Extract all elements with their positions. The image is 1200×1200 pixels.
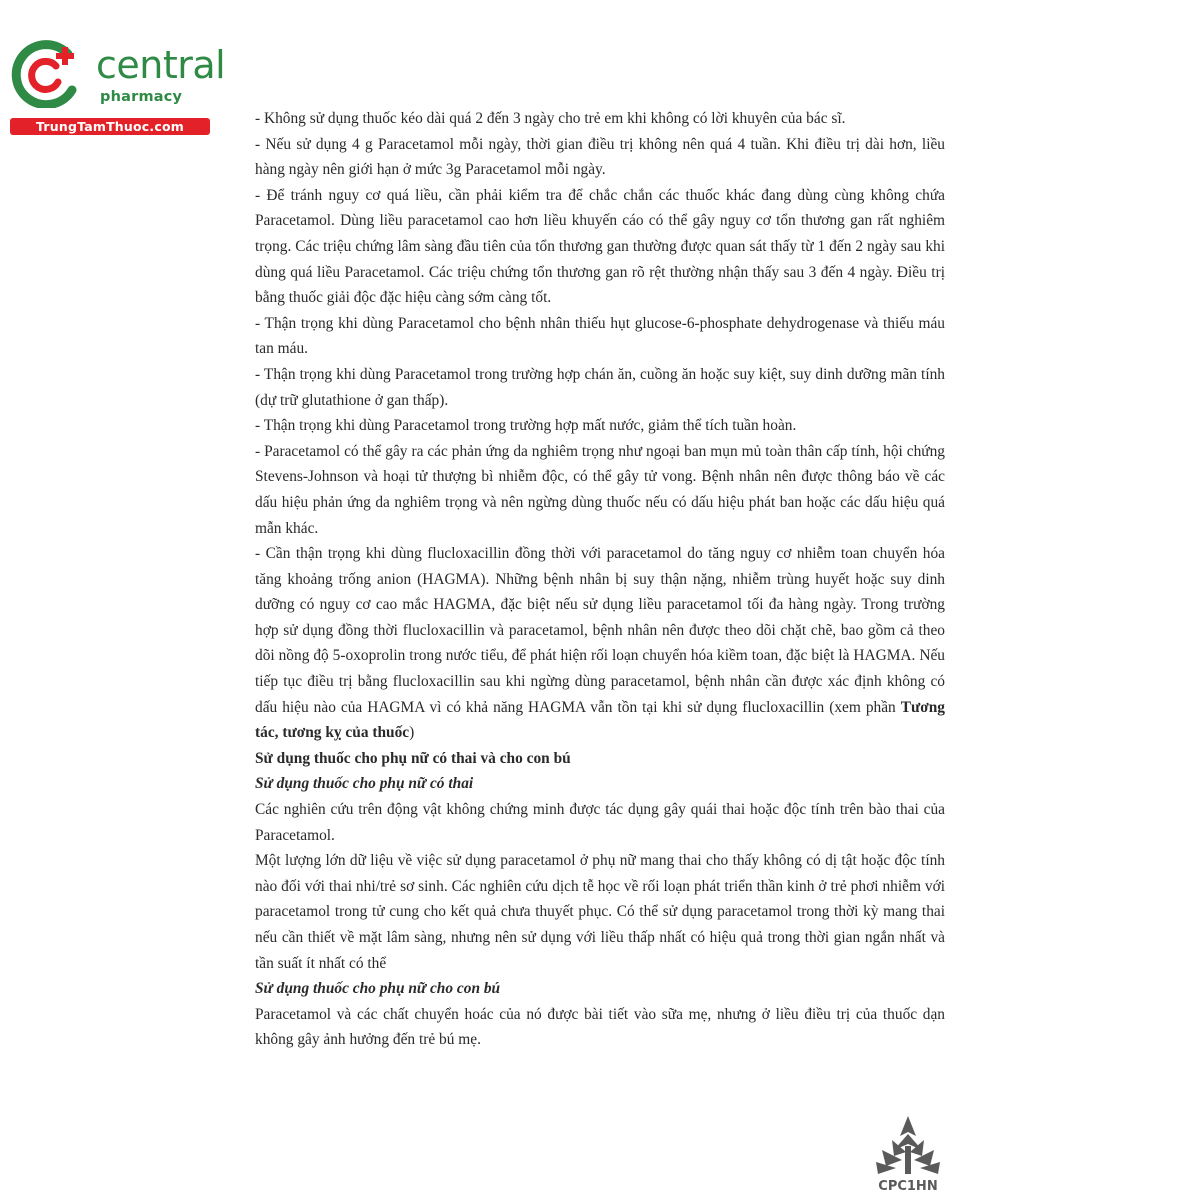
paragraph: - Thận trọng khi dùng Paracetamol trong trường hợp chán ăn, cuồng ăn hoặc suy kiệt, suy dinh dưỡng mãn tính (dự trữ glutathione ở gan thấp). [255,365,945,409]
paragraph: Các nghiên cứu trên động vật không chứng minh được tác dụng gây quái thai hoặc độc tính trên bào thai của Paracetamol. [255,801,945,844]
paragraph: - Paracetamol có thể gây ra các phản ứng da nghiêm trọng như ngoại ban mụn mủ toàn thân cấp tính, hội chứng Stevens-Johnson và hoại tử thượng bì nhiễm độc, có thể gây tử vong. Bệnh nhân nên được thông báo về các dấu hiệu phản ứng da nghiêm trọng và nên ngừng dùng thuốc nếu có dấu hiệu phát ban hoặc các dấu hiệu quá mẫn khác. [255,442,945,537]
paragraph: - Thận trọng khi dùng Paracetamol trong trường hợp mất nước, giảm thể tích tuần hoàn. [255,417,797,435]
brand-subtitle: pharmacy [100,89,183,105]
document-body [255,106,945,1053]
paragraph: - Để tránh nguy cơ quá liều, cần phải kiểm tra để chắc chắn các thuốc khác đang dùng cùng không chứa Paracetamol. Dùng liều paracetamol cao hơn liều khuyến cáo có thể gây nguy cơ tổn thương gan rất nghiêm trọng. Các triệu chứng lâm sàng đầu tiên của tổn thương gan thường được quan sát thấy từ 1 đến 2 ngày sau khi dùng quá liều Paracetamol. Các triệu chứng tổn thương gan rõ rệt thường nhận thấy sau 3 đến 4 ngày. Điều trị bằng thuốc giải độc đặc hiệu càng sớm càng tốt. [255,186,945,307]
subsection-heading-breastfeeding: Sử dụng thuốc cho phụ nữ cho con bú [255,980,501,998]
brand-name: central [96,43,226,87]
section-heading: Sử dụng thuốc cho phụ nữ có thai và cho con bú [255,749,571,767]
paragraph: Paracetamol và các chất chuyển hoác của nó được bài tiết vào sữa mẹ, nhưng ở liều điều trị của thuốc dạn không gây ảnh hưởng đến trẻ bú mẹ. [255,1005,945,1049]
paragraph: Một lượng lớn dữ liệu về việc sử dụng paracetamol ở phụ nữ mang thai cho thấy không có dị tật hoặc độc tính nào đối với thai nhi/trẻ sơ sinh. Các nghiên cứu dịch tễ học về rối loạn phát triển thần kinh ở trẻ phơi nhiễm với paracetamol trong tử cung cho kết quả chưa thuyết phục. Có thể sử dụng paracetamol trong thời kỳ mang thai nếu cần thiết về mặt lâm sàng, nhưng nên sử dụng với liều thấp nhất có hiệu quả trong thời gian ngắn nhất và tần suất ít nhất có thể [255,852,945,972]
paragraph-flucloxacillin [255,541,945,746]
pharmacy-cross-icon [10,38,90,108]
paragraph: - Không sử dụng thuốc kéo dài quá 2 đến 3 ngày cho trẻ em khi không có lời khuyên của bác sĩ. [255,110,846,127]
paragraph-text: - Cần thận trọng khi dùng flucloxacillin đồng thời với paracetamol do tăng nguy cơ nhiễm toan chuyển hóa tăng khoảng trống anion (HAGMA). Những bệnh nhân bị suy thận nặng, nhiễm trùng huyết hoặc suy dinh dưỡng có nguy cơ cao mắc HAGMA, đặc biệt nếu sử dụng liều paracetamol tối đa hàng ngày. Trong trường hợp sử dụng đồng thời flucloxacillin và paracetamol, bệnh nhân nên được theo dõi chặt chẽ, bao gồm cả theo dõi nồng độ 5-oxoprolin trong nước tiểu, để phát hiện rối loạn chuyển hóa kiềm toan, đặc biệt là HAGMA. Nếu tiếp tục điều trị bằng flucloxacillin sau khi ngừng dùng paracetamol, bệnh nhân cần được xác định không có dấu hiệu nào của HAGMA vì có khả năng HAGMA vẫn tồn tại khi sử dụng flucloxacillin (xem phần [255,545,945,716]
cpc1hn-logo-text: CPC1HN [878,1179,938,1194]
paragraph-close: ) [409,724,415,742]
cross-reference: Tương tác, tương kỵ của thuốc [255,698,945,742]
central-pharmacy-logo[interactable] [10,38,226,138]
cpc1hn-logo-icon [872,1112,944,1194]
subsection-heading-pregnancy: Sử dụng thuốc cho phụ nữ có thai [255,775,474,793]
brand-url-badge[interactable]: TrungTamThuoc.com [10,118,210,135]
paragraph: - Thận trọng khi dùng Paracetamol cho bệnh nhân thiếu hụt glucose-6-phosphate dehydrogenase và thiếu máu tan máu. [255,314,945,358]
paragraph: - Nếu sử dụng 4 g Paracetamol mỗi ngày, thời gian điều trị không nên quá 4 tuần. Khi điều trị dài hơn, liều hàng ngày nên giới hạn ở mức 3g Paracetamol mỗi ngày. [255,135,945,179]
